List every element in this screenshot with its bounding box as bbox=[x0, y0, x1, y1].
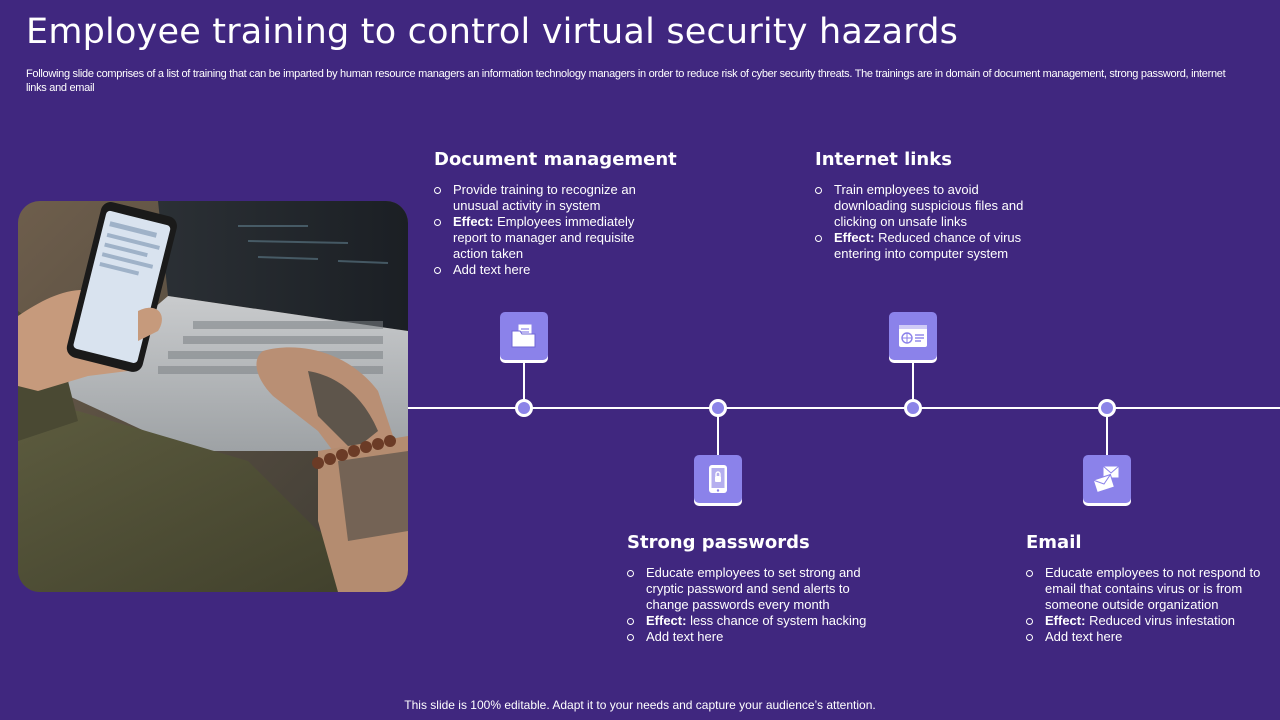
timeline-dot bbox=[709, 399, 727, 417]
list-item: Educate employees to set strong and cryptic password and send alerts to change passwords every month bbox=[627, 565, 882, 613]
timeline-dot bbox=[904, 399, 922, 417]
timeline-dot bbox=[515, 399, 533, 417]
list-item: Effect: less chance of system hacking bbox=[627, 613, 882, 629]
card-title: Email bbox=[1026, 532, 1082, 553]
card-strong-passwords bbox=[627, 532, 887, 645]
email-icon-box bbox=[1083, 455, 1131, 503]
card-title: Strong passwords bbox=[627, 532, 810, 553]
document-management-icon-box bbox=[500, 312, 548, 360]
folder-icon bbox=[510, 323, 538, 349]
list-item: Effect: Reduced virus infestation bbox=[1026, 613, 1266, 629]
list-item: Add text here bbox=[627, 629, 882, 645]
photo-hands-phone-laptop bbox=[18, 201, 408, 592]
strong-passwords-icon-box bbox=[694, 455, 742, 503]
list-item: Train employees to avoid downloading suspicious files and clicking on unsafe links bbox=[815, 182, 1035, 230]
slide-title: Employee training to control virtual security hazards bbox=[26, 12, 959, 52]
list-item: Add text here bbox=[1026, 629, 1266, 645]
timeline-line bbox=[408, 407, 1280, 409]
slide-subtitle: Following slide comprises of a list of training that can be imparted by human resource managers an information technology managers in order to reduce risk of cyber security threats. The trainings are in domain of document management, strong password, internet links and email bbox=[26, 68, 1226, 94]
list-item: Educate employees to not respond to email that contains virus or is from someone outside organization bbox=[1026, 565, 1266, 613]
phone-lock-icon bbox=[707, 464, 729, 494]
card-internet-links bbox=[815, 149, 1075, 262]
envelopes-icon bbox=[1092, 465, 1122, 493]
list-item: Effect: Reduced chance of virus entering into computer system bbox=[815, 230, 1035, 262]
list-item: Provide training to recognize an unusual activity in system bbox=[434, 182, 644, 214]
card-email bbox=[1026, 532, 1280, 645]
card-title: Internet links bbox=[815, 149, 952, 170]
browser-window-icon bbox=[898, 324, 928, 348]
card-title: Document management bbox=[434, 149, 677, 170]
card-document-management bbox=[434, 149, 694, 278]
list-item: Effect: Employees immediately report to manager and requisite action taken bbox=[434, 214, 644, 262]
list-item: Add text here bbox=[434, 262, 644, 278]
internet-links-icon-box bbox=[889, 312, 937, 360]
slide-footer: This slide is 100% editable. Adapt it to your needs and capture your audience’s attention. bbox=[404, 698, 876, 712]
timeline-dot bbox=[1098, 399, 1116, 417]
